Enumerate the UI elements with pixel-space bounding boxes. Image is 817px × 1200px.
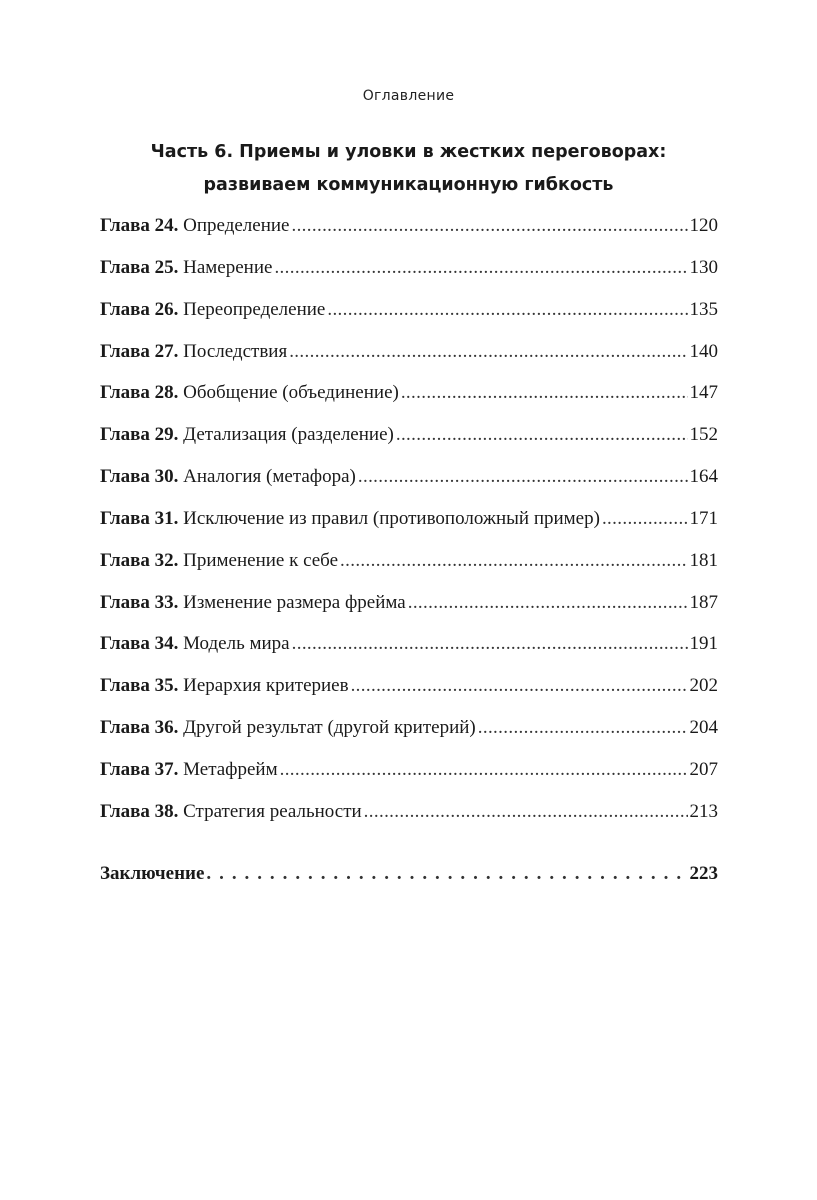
chapter-title: Применение к себе bbox=[183, 549, 339, 571]
chapter-number: Глава 28. bbox=[100, 382, 179, 404]
page-number: 202 bbox=[689, 675, 718, 697]
toc-entry-34[interactable] bbox=[100, 630, 718, 672]
page-number: 147 bbox=[689, 382, 718, 404]
dot-leader bbox=[358, 463, 688, 491]
page-number: 140 bbox=[689, 340, 718, 362]
chapter-number: Глава 38. bbox=[100, 800, 179, 822]
dot-leader bbox=[401, 379, 688, 407]
chapter-number: Глава 37. bbox=[100, 758, 179, 780]
chapter-number: Глава 26. bbox=[100, 298, 179, 320]
dot-leader bbox=[280, 756, 688, 784]
chapter-title: Другой результат (другой критерий) bbox=[183, 717, 476, 739]
toc-entry-37[interactable] bbox=[100, 756, 718, 798]
table-of-contents bbox=[100, 212, 718, 840]
page-number: 135 bbox=[689, 298, 718, 320]
page-number: 191 bbox=[689, 633, 718, 655]
page-number: 171 bbox=[689, 507, 718, 529]
page-number: 164 bbox=[689, 466, 718, 488]
toc-entry-31[interactable] bbox=[100, 505, 718, 547]
toc-entry-24[interactable] bbox=[100, 212, 718, 254]
toc-entry-28[interactable] bbox=[100, 379, 718, 421]
chapter-number: Глава 27. bbox=[100, 340, 179, 362]
dot-leader bbox=[274, 254, 687, 282]
page-number: 213 bbox=[689, 800, 718, 822]
toc-entry-32[interactable] bbox=[100, 547, 718, 589]
page-number: 207 bbox=[689, 758, 718, 780]
page-number: 130 bbox=[689, 256, 718, 278]
toc-entry-29[interactable] bbox=[100, 421, 718, 463]
dot-leader bbox=[289, 338, 687, 366]
chapter-title: Исключение из правил (противоположный пример) bbox=[183, 507, 600, 529]
page-number: 187 bbox=[689, 591, 718, 613]
chapter-number: Глава 24. bbox=[100, 215, 179, 236]
dot-leader bbox=[340, 547, 687, 575]
chapter-title: Изменение размера фрейма bbox=[183, 591, 406, 613]
page-number: 181 bbox=[689, 549, 718, 571]
toc-entry-conclusion[interactable] bbox=[100, 860, 718, 888]
chapter-number: Глава 29. bbox=[100, 424, 179, 446]
page-number: 223 bbox=[689, 863, 718, 884]
dot-leader bbox=[327, 296, 687, 324]
chapter-title: Обобщение (объединение) bbox=[183, 382, 399, 404]
page-number: 120 bbox=[689, 215, 718, 236]
dot-leader bbox=[396, 421, 688, 449]
toc-entry-36[interactable] bbox=[100, 714, 718, 756]
chapter-title: Иерархия критериев bbox=[183, 675, 349, 697]
chapter-number: Глава 33. bbox=[100, 591, 179, 613]
chapter-title: Метафрейм bbox=[183, 758, 278, 780]
chapter-title: Аналогия (метафора) bbox=[183, 466, 356, 488]
chapter-title: Определение bbox=[183, 215, 290, 236]
chapter-number: Глава 35. bbox=[100, 675, 179, 697]
chapter-number: Глава 31. bbox=[100, 507, 179, 529]
dot-leader bbox=[408, 589, 688, 617]
chapter-number: Глава 30. bbox=[100, 466, 179, 488]
page-number: 204 bbox=[689, 717, 718, 739]
conclusion-label: Заключение bbox=[100, 863, 205, 884]
dot-leader bbox=[364, 798, 688, 826]
chapter-title: Модель мира bbox=[183, 633, 290, 655]
dot-leader bbox=[291, 212, 687, 240]
chapter-number: Глава 34. bbox=[100, 633, 179, 655]
running-head: Оглавление bbox=[362, 88, 455, 104]
chapter-number: Глава 25. bbox=[100, 256, 179, 278]
page-number: 152 bbox=[689, 424, 718, 446]
toc-entry-25[interactable] bbox=[100, 254, 718, 296]
toc-entry-30[interactable] bbox=[100, 463, 718, 505]
toc-entry-38[interactable] bbox=[100, 798, 718, 840]
part-title-line-2: развиваем коммуникационную гибкость bbox=[203, 175, 614, 195]
toc-entry-27[interactable] bbox=[100, 338, 718, 380]
chapter-title: Намерение bbox=[183, 256, 273, 278]
dot-leader bbox=[602, 505, 688, 533]
chapter-number: Глава 32. bbox=[100, 549, 179, 571]
chapter-title: Детализация (разделение) bbox=[183, 424, 394, 446]
dot-leader bbox=[478, 714, 688, 742]
toc-entry-26[interactable] bbox=[100, 296, 718, 338]
dot-leader bbox=[292, 630, 688, 658]
part-title bbox=[0, 136, 817, 202]
toc-entry-33[interactable] bbox=[100, 589, 718, 631]
chapter-title: Переопределение bbox=[183, 298, 326, 320]
chapter-title: Последствия bbox=[183, 340, 288, 362]
dot-leader bbox=[351, 672, 688, 700]
chapter-title: Стратегия реальности bbox=[183, 800, 362, 822]
part-title-line-1: Часть 6. Приемы и уловки в жестких переговорах: bbox=[150, 142, 667, 162]
chapter-number: Глава 36. bbox=[100, 717, 179, 739]
dot-leader bbox=[206, 860, 687, 888]
toc-entry-35[interactable] bbox=[100, 672, 718, 714]
